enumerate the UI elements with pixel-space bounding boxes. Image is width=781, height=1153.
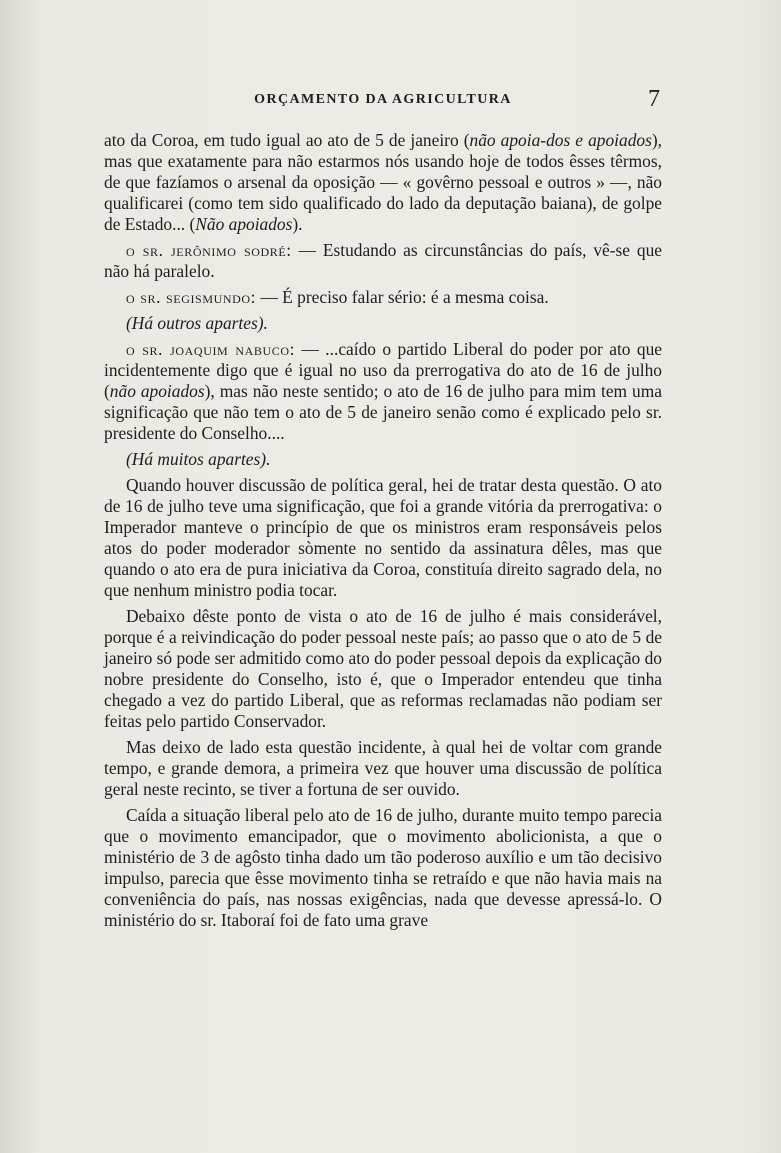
aside-paragraph: [104, 449, 662, 470]
paragraph-text: ), mas que exatamente para não estarmos nós usando hoje de todos êsses têrmos, de que fazíamos o arsenal da oposição — « govêrno pessoal e outros » —, não qualificarei (como tem sido qualificado do lado da deputação baiana), de golpe de Estado... (: [104, 130, 662, 234]
paragraph: [104, 130, 662, 235]
speaker-name: o sr. segismundo:: [126, 287, 257, 307]
italic-aside: (Há outros apartes).: [126, 313, 268, 333]
speech-paragraph: [104, 339, 662, 444]
aside-paragraph: [104, 313, 662, 334]
page-body: [104, 130, 662, 936]
paragraph: Quando houver discussão de política geral, hei de tratar desta questão. O ato de 16 de julho teve uma significação, que foi a grande vitória da prerrogativa: o Imperador manteve o princípio de que os ministros eram responsáveis pelos atos do poder moderador sòmente no sentido da assinatura dêles, mas que quando o ato era de pura iniciativa da Coroa, constituía direito sagrado dela, no que nenhum ministro podia tocar.: [104, 475, 662, 600]
paragraph-text: ).: [292, 214, 303, 234]
italic-aside: não apoiados: [109, 381, 205, 401]
speech-paragraph: [104, 287, 662, 308]
italic-aside: não apoia-dos e apoiados: [469, 130, 652, 150]
paragraph: Debaixo dêste ponto de vista o ato de 16 de julho é mais considerável, porque é a reivindicação do poder pessoal neste país; ao passo que o ato de 5 de janeiro só pode ser admitido como ato do poder pessoal depois da explicação do nobre presidente do Conselho, isto é, que o Imperador entendeu que tinha chegado a vez do partido Liberal, que as reformas reclamadas não podiam ser feitas pelo partido Conservador.: [104, 606, 662, 731]
italic-aside: Não apoiados: [195, 214, 293, 234]
speech-text: — ...caído o partido Liberal do poder por ato que incidentemente digo que é igual no uso da prerrogativa do ato de 16 de julho (: [104, 339, 662, 401]
speech-text: — É preciso falar sério: é a mesma coisa.: [256, 287, 549, 307]
speaker-name: o sr. joaquim nabuco:: [126, 339, 296, 359]
page-number: 7: [648, 86, 660, 112]
page-header: [104, 86, 662, 116]
running-title: ORÇAMENTO DA AGRICULTURA: [254, 92, 512, 107]
speech-text: ), mas não neste sentido; o ato de 16 de julho para mim tem uma significação que não tem o ato de 5 de janeiro senão como é explicado pelo sr. presidente do Conselho....: [104, 381, 662, 443]
paragraph-text: ato da Coroa, em tudo igual ao ato de 5 de janeiro (: [104, 130, 470, 150]
speaker-name: o sr. jerônimo sodré:: [126, 240, 292, 260]
speech-paragraph: [104, 240, 662, 282]
paragraph: Caída a situação liberal pelo ato de 16 de julho, durante muito tempo parecia que o movimento emancipador, que o movimento abolicionista, a que o ministério de 3 de agôsto tinha dado um tão poderoso auxílio e um tão decisivo impulso, parecia que êsse movimento tinha se retraído e que não havia mais na conveniência do país, nas nossas exigências, nada que devesse apressá-lo. O ministério do sr. Itaboraí foi de fato uma grave: [104, 805, 662, 930]
paragraph: Mas deixo de lado esta questão incidente, à qual hei de voltar com grande tempo, e grande demora, a primeira vez que houver uma discussão de política geral neste recinto, se tiver a fortuna de ser ouvido.: [104, 737, 662, 799]
italic-aside: (Há muitos apartes).: [126, 449, 271, 469]
speech-text: — Estudando as circunstâncias do país, vê-se que não há paralelo.: [104, 240, 662, 281]
